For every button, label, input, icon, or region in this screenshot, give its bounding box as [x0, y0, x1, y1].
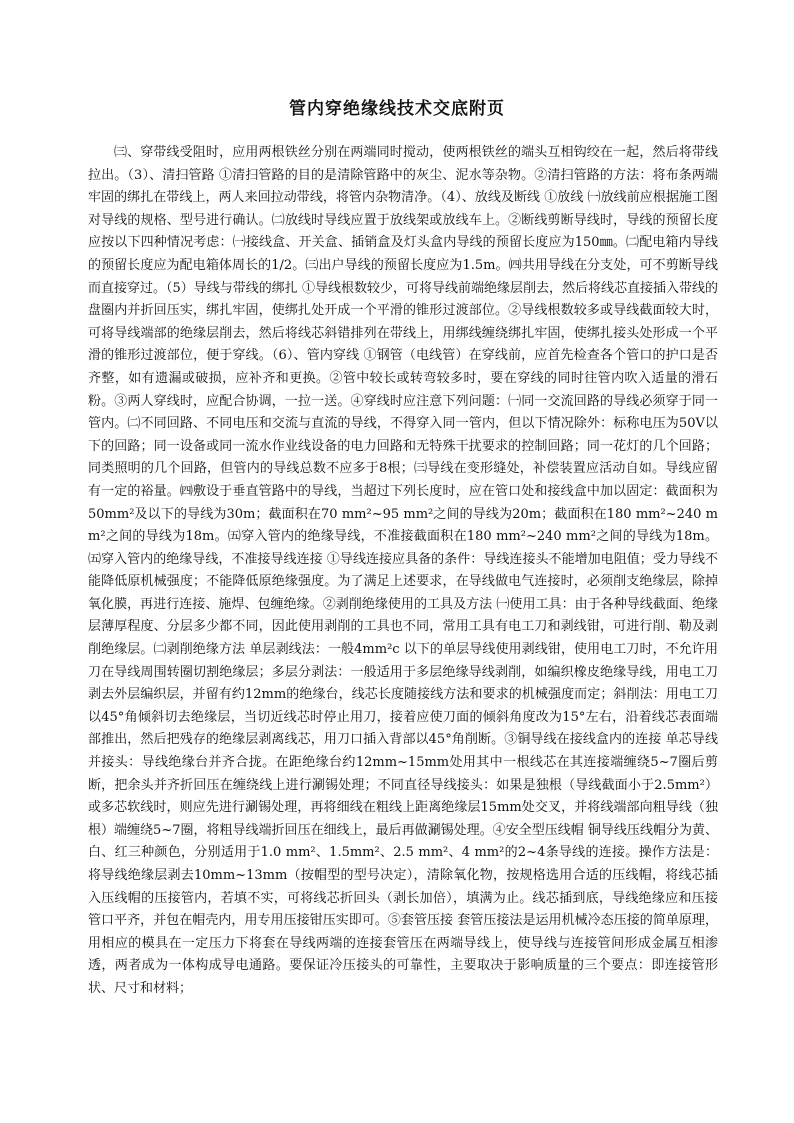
- page-title: 管内穿绝缘线技术交底附页: [289, 99, 505, 119]
- body-paragraph: ㈢、穿带线受阻时，应用两根铁丝分别在两端同时搅动，使两根铁丝的端头互相钩绞在一起，然后将带线拉出。（3）、清扫管路 ①清扫管路的目的是清除管路中的灰尘、泥水等杂物。②清扫管路的方法：将布条两端牢固的绑扎在带线上，两人来回拉动带线，将管内杂物清净。（4）、放线及断线 ①放线 ㈠放线前应根据施工图对导线的规格、型号进行确认。㈡放线时导线应置于放线架或放线车上。②断线剪断导线时，导线的预留长度应按以下四种情况考虑：㈠接线盒、开关盒、插销盒及灯头盒内导线的预留长度应为150㎜。㈡配电箱内导线的预留长度应为配电箱体周长的1/2。㈢出户导线的预留长度应为1.5m。㈣共用导线在分支处，可不剪断导线而直接穿过。（5）导线与带线的绑扎 ①导线根数较少，可将导线前端绝缘层削去，然后将线芯直接插入带线的盘圈内并折回压实，绑扎牢固，使绑扎处开成一个平滑的锥形过渡部位。②导线根数较多或导线截面较大时，可将导线端部的绝缘层削去，然后将线芯斜错排列在带线上，用绑线缠绕绑扎牢固，使绑扎接头处形成一个平滑的锥形过渡部位，便于穿线。（6）、管内穿线 ①钢管（电线管）在穿线前，应首先检查各个管口的护口是否齐整，如有遗漏或破损，应补齐和更换。②管中较长或转弯较多时，要在穿线的同时往管内吹入适量的滑石粉。③两人穿线时，应配合协调，一拉一送。④穿线时应注意下列问题：㈠同一交流回路的导线必须穿于同一管内。㈡不同回路、不同电压和交流与直流的导线，不得穿入同一管内，但以下情况除外：标称电压为50V以下的回路；同一设备或同一流水作业线设备的电力回路和无特殊干扰要求的控制回路；同一花灯的几个回路；同类照明的几个回路，但管内的导线总数不应多于8根；㈢导线在变形缝处，补偿装置应活动自如。导线应留有一定的裕量。㈣敷设于垂直管路中的导线，当超过下列长度时，应在管口处和接线盒中加以固定：截面积为50mm²及以下的导线为30m；截面积在70 mm²~95 mm²之间的导线为20m；截面积在180 mm²~240 mm²之间的导线为18m。㈤穿入管内的绝缘导线，不准接截面积在180 mm²~240 mm²之间的导线为18m。㈤穿入管内的绝缘导线，不准接导线连接 ①导线连接应具备的条件：导线连接头不能增加电阻值；受力导线不能降低原机械强度；不能降低原绝缘强度。为了满足上述要求，在导线做电气连接时，必须削支绝缘层，除掉氧化膜，再进行连接、施焊、包缠绝缘。②剥削绝缘使用的工具及方法 ㈠使用工具：由于各种导线截面、绝缘层薄厚程度、分层多少都不同，因此使用剥削的工具也不同，常用工具有电工刀和剥线钳，可进行削、勒及剥削绝缘层。㈡剥削绝缘方法 单层剥线法：一般4mm²c 以下的单层导线使用剥线钳，使用电工刀时，不允许用刀在导线周围转圈切割绝缘层；多层分剥法：一般适用于多层绝缘导线剥削，如编织橡皮绝缘导线，用电工刀剥去外层编织层，并留有约12mm的绝缘台，线芯长度随接线方法和要求的机械强度而定；斜削法：用电工刀以45°角倾斜切去绝缘层，当切近线芯时停止用刀，接着应使刀面的倾斜角度改为15°左右，沿着线芯表面端部推出，然后把残存的绝缘层剥离线芯，用刀口插入背部以45°角削断。③铜导线在接线盒内的连接 单芯导线并接头：导线绝缘台并齐合拢。在距绝缘台约12mm~15mm处用其中一根线芯在其连接端缠绕5~7圈后剪断，把余头并齐折回压在缠绕线上进行涮锡处理；不同直径导线接头：如果是独根（导线截面小于2.5mm²）或多芯软线时，则应先进行涮锡处理，再将细线在粗线上距离绝缘层15mm处交叉，并将线端部向粗导线（独根）端缠绕5~7圈，将粗导线端折回压在细线上，最后再做涮锡处理。④安全型压线帽 铜导线压线帽分为黄、白、红三种颜色，分别适用于1.0 mm²、1.5mm²、2.5 mm²、4 mm²的2~4条导线的连接。操作方法是：将导线绝缘层剥去10mm~13mm（按帽型的型号决定），清除氧化物，按规格选用合适的压线帽，将线芯插入压线帽的压接管内，若填不实，可将线芯折回头（剥长加倍），填满为止。线芯插到底，导线绝缘应和压接管口平齐，并包在帽壳内，用专用压接钳压实即可。⑤套管压接 套管压接法是运用机械冷态压接的简单原理，用相应的模具在一定压力下将套在导线两端的连接套管压在两端导线上，使导线与连接管间形成金属互相渗透，两者成为一体构成导电通路。要保证冷压接头的可靠性，主要取决于影响质量的三个要点：即连接管形状、尺寸和材料；: [88, 145, 718, 996]
